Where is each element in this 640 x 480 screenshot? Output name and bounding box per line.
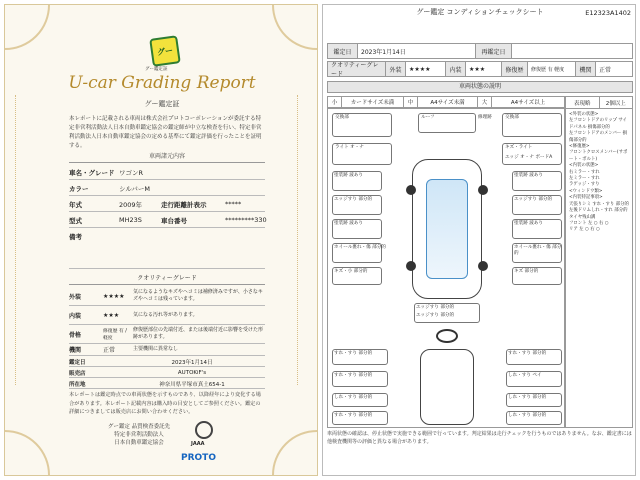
grade-row [69,287,265,306]
int-stars: ★★★ [466,62,502,76]
diagram-label: すれ・すり 部分的 [334,373,373,378]
inspect-date: 2023年1月14日 [171,359,213,366]
address: 神奈川県平塚市真土654-1 [159,381,225,388]
side-notes-panel [565,96,633,428]
certificate-subtitle: グー鑑定証 [144,100,180,108]
spec-row [69,165,265,180]
date-label: 鑑定日 [328,44,358,58]
diagram-label: エッジすり 部分的 [416,313,455,318]
inspect-date-label: 鑑定日 [69,359,86,366]
engine-value: 正常 [599,66,612,74]
shop-name: AUTOKiF's [177,369,207,376]
condition-check-sheet [322,4,636,476]
grade-desc: 気になるようなキズやヘコミは補修済みですが、小さなキズやヘコミは残っています。 [133,289,263,302]
diagram-label: しれ・すり ペイ [508,373,542,378]
grade-label: 機関 [69,347,82,354]
grade-label: 骨格 [69,331,82,339]
diagram-label: 交換部 [335,115,349,120]
tire-icon [406,185,416,195]
diagram-label: エッジすり 部分的 [514,197,553,202]
size-label: 中 [404,97,418,107]
size-label: 大 [478,97,492,107]
tire-icon [478,261,488,271]
tire-icon [478,185,488,195]
diagram-label: キズ・ライト [505,145,533,150]
spec-row [69,181,265,196]
spec-row [69,213,265,228]
ornament-corner [272,430,318,476]
diagram-label: しれ・すり 部分的 [508,395,547,400]
grade-desc: 修復歴部位の先端付近、または後端付近に影響を受けた形跡があります。 [133,327,264,340]
spec-value: ワゴンR [119,168,144,177]
org-line: 特定非営利活動法人 [114,432,164,438]
size-desc: A4サイズ以上 [510,100,546,106]
jaaa-logo-icon [195,421,213,439]
diagram-label: しれ・すり 部分的 [508,413,547,418]
diagram-label: 塗装跡 波あり [514,221,544,226]
spec-value: ***** [225,200,242,208]
grade-stars: ★★★★ [103,292,125,300]
quality-grade-title: クオリティーグレード [69,273,265,285]
grade-summary-label: クオリティーグレード [328,62,386,76]
spec-label: 車名・グレード [69,168,115,177]
certificate-intro: 本レポートに記載される車両は株式会社プロトコーポレーションが委託する特定非営利活動法人日本自動車鑑定協会の鑑定師が中立な検査を行い、特定非営利活動法人日本自動車鑑定協会の定める基準にて鑑定評価を行ったことを証明する。 [69,116,262,149]
vehicle-diagram [327,108,565,428]
date-row [327,43,633,59]
diagram-label: エッジ オ・ナ ボードA [505,155,553,160]
reinspect-label: 再鑑定日 [476,44,512,58]
side-head-label: 2個以上 [605,100,626,107]
diagram-label: 修理跡 [478,115,492,120]
ext-stars: ★★★★ [406,62,446,76]
grading-certificate [4,4,318,476]
spec-value: シルバーM [119,184,150,193]
ornament-corner [272,4,318,50]
diagram-label: エッジすり 部分的 [416,305,455,310]
engine-label: 機関 [576,62,596,76]
diagram-label: ホイール裏れ・傷 部分的 [334,245,386,250]
ornament-corner [4,430,50,476]
side-head-label: 表現略 [566,97,600,108]
repair-label: 修復歴 [502,62,528,76]
inspect-date: 2023年1月14日 [358,44,476,58]
spec-label: 型式 [69,216,82,225]
car-glass-outline [426,179,468,279]
shop-label: 販売店 [69,370,86,377]
spec-row [69,229,265,269]
spec-label: 車台番号 [161,216,187,225]
diagram-label: ライト オ・ナ [335,145,364,150]
spec-value: 2009年 [119,200,143,209]
grade-stars: 正常 [103,347,116,354]
steering-wheel-icon [436,329,458,343]
diagram-title: 車両状態の説明 [327,81,633,93]
diagram-label: ホイール裏れ・傷 部分的 [514,245,562,256]
ornament-corner [4,4,50,50]
spec-label: 備考 [69,233,82,241]
diagram-label: 塗装跡 波あり [334,221,364,226]
diagram-label: キズ・小 部分的 [334,269,368,274]
diagram-label: しれ・すり 部分的 [334,395,373,400]
sheet-footer-note: 車両状態の確認は、停止状態で実施できる範囲で行っています。判定結果は走行チェックを行うものではありません。なお、鑑定書には他検査機関等の評価と異なる場合があります。 [327,431,632,445]
spec-label: 走行距離計表示 [161,200,207,209]
grade-row [69,306,265,325]
org-line: グー鑑定 品質検査委託先 [107,424,171,430]
size-desc: カードサイズ未満 [342,97,404,107]
grade-stars: ★★★ [103,311,120,319]
diagram-label: キズ 部分的 [514,269,539,274]
goo-badge-icon: グー [149,35,181,67]
diagram-label: すれ・すり 部分的 [508,351,547,356]
reinspect-date [512,44,632,58]
ext-label: 外装 [386,62,406,76]
address-label: 所在地 [69,381,86,388]
size-label: 小 [328,97,342,107]
grade-label: 内装 [69,312,82,320]
jaaa-label: JAAA [191,441,205,447]
shop-row [69,368,265,378]
spec-value: MH23S [119,216,142,224]
diagram-label: すれ・すり 部分的 [334,413,373,418]
ornament-vine [297,95,307,385]
grade-summary-row [327,61,633,77]
interior-outline [420,349,474,425]
badge-label: グー鑑定証 [145,67,168,72]
certificate-note: 本レポートは鑑定時点での車両状態を示すものであり、以降経年により変化する場合があります。本レポート記載内容は購入時の目安としてご参照ください。鑑定の詳細につきましては販売店にお問い合わせください。 [69,392,261,415]
spec-label: カラー [69,184,89,193]
diagram-label: エッジすり 部分的 [334,197,373,202]
side-notes-head [566,97,632,109]
grade-desc: 気になる汚れ等があります。 [133,311,198,318]
int-label: 内装 [446,62,466,76]
proto-logo: PROTO [181,453,216,463]
size-legend [327,96,565,108]
repair-value: 修復歴 有 軽度 [528,62,576,76]
certificate-org [89,423,189,447]
grade-stars: 修復歴 有 / 軽度 [103,329,127,341]
spec-value: *********330 [225,216,267,224]
inspect-date-row [69,357,265,367]
address-row [69,379,265,389]
grade-label: 外装 [69,293,82,301]
spec-label: 年式 [69,200,82,209]
ornament-vine [15,95,25,385]
spec-row [69,197,265,212]
org-line: 日本自動車鑑定協会 [114,440,164,446]
grade-desc: 主要機関に異常なし [133,346,179,352]
diagram-label: すれ・すり 部分的 [334,351,373,356]
diagram-label: 塗装跡 波あり [334,173,364,178]
size-desc: A4サイズ未満 [418,97,478,107]
sheet-title: グー鑑定 コンディションチェックシート [416,8,544,16]
certificate-title: U-car Grading Report [68,73,256,93]
tire-icon [406,261,416,271]
grade-row [69,344,265,356]
specs-section-title: 車両諸元内容 [69,151,265,163]
diagram-label: ルーフ [421,115,435,120]
diagram-label: 交換部 [505,115,519,120]
diagram-label: 塗装跡 波あり [514,173,544,178]
side-notes-text: <外装の状態> 左フロントドアのリップ サイドパネル 損傷部分的 左フロントドアのメンバー 損傷部分的 <修復歴> フロントクロスメンバー(サポート・ボルト) <内装の状態> 右ミラー・すれ 左ミラー・すれ ラゲッジ・すり <ウィンドウ類> <内装特記事項> 天張りシミ すれ・すり 部分的 左後ドリムしれ・すれ 部分的 タイヤ残山溝 フロント 左 ○ 右 ○ リア 左 ○ 右 ○ [569,112,629,233]
sheet-code: E12323A1402 [585,9,631,17]
grade-row [69,325,265,344]
